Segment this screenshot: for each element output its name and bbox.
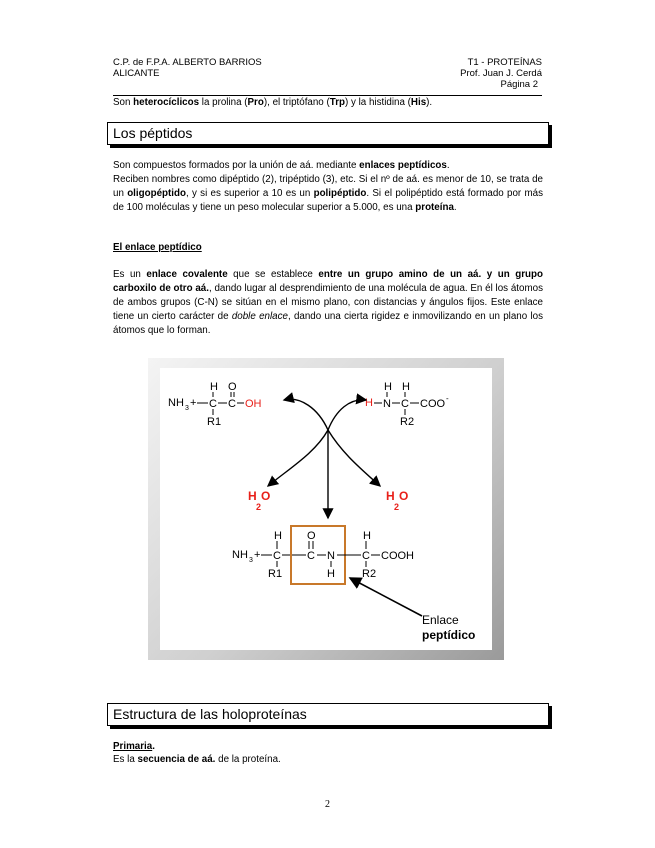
intro-abbr: Pro: [247, 97, 264, 108]
primary-structure-paragraph: [113, 753, 543, 767]
aa1-hydrogen: H: [210, 381, 218, 393]
paragraph-text: que se establece: [227, 269, 319, 280]
paragraph-term: polipéptido: [313, 188, 367, 199]
water-right-o: O: [399, 489, 409, 503]
paragraph-text: Reciben nombres como dipéptido (2), tripéptido (3), etc. Si el nº de aá. es menor de 10, se trata de un: [113, 174, 543, 199]
water-right: [386, 489, 408, 512]
header-institution-name: C.P. de F.P.A. ALBERTO BARRIOS: [113, 57, 262, 68]
label-arrow: [350, 578, 422, 616]
subheading-peptide-bond: El enlace peptídico: [113, 242, 202, 253]
section-heading-peptides: [107, 122, 549, 145]
amino-acid-2: [365, 381, 449, 428]
peptide-bond-figure: [148, 358, 504, 660]
subheading-dot: .: [152, 741, 155, 752]
aa2-c-hydrogen: H: [402, 381, 410, 393]
intro-abbr: His: [410, 97, 427, 108]
paragraph-term: enlace covalente: [146, 269, 228, 280]
product-c1: C: [273, 550, 281, 562]
header-institution: [113, 57, 262, 79]
product-c3: C: [362, 550, 370, 562]
aa2-carboxylate: COO: [420, 398, 446, 410]
page-number: 2: [325, 799, 330, 810]
paragraph-text: .: [453, 202, 457, 213]
header-course: [460, 57, 542, 90]
water-right-h: H: [386, 489, 395, 503]
product-r2: R2: [362, 568, 377, 580]
product-amide-h: H: [327, 568, 335, 580]
arrow-to-aa2: [328, 400, 366, 430]
aa1-hydroxyl: OH: [245, 398, 262, 410]
reaction-diagram: [160, 368, 492, 650]
paragraph-text: de la proteína.: [215, 754, 281, 765]
intro-abbr: Trp: [329, 97, 345, 108]
paragraph-emphasis: doble enlace: [231, 311, 288, 322]
header-page: Página 2: [500, 79, 538, 90]
product-amide-n: N: [327, 550, 335, 562]
intro-text: la prolina (: [199, 97, 248, 108]
paragraph-text: .: [446, 160, 450, 171]
product-nh3-subscript: 3: [249, 557, 253, 564]
intro-text: Son: [113, 97, 134, 108]
intro-term: heterocíclicos: [133, 97, 200, 108]
paragraph-term: enlaces peptídicos: [359, 160, 447, 171]
aa1-plus: +: [190, 397, 197, 409]
header-city: ALICANTE: [113, 68, 160, 79]
product-h1: H: [274, 530, 282, 542]
product-plus: +: [254, 549, 261, 561]
water-left: [248, 489, 270, 512]
label-enlace: Enlace: [422, 613, 459, 627]
aa2-hydrogen-red: H: [365, 397, 373, 409]
aa1-alpha-carbon: C: [209, 398, 217, 410]
section-title: Estructura de las holoproteínas: [113, 706, 307, 722]
paragraph-term: entre un grupo amino de un aá. y un grupo carboxilo de otro aá.: [113, 269, 543, 294]
figure-canvas: [160, 368, 492, 650]
paragraph-text: Es un: [113, 269, 147, 280]
intro-text: ) y la histidina (: [345, 97, 411, 108]
product-r1: R1: [268, 568, 283, 580]
aa2-r2: R2: [400, 416, 415, 428]
paragraph-term: secuencia de aá.: [137, 754, 216, 765]
paragraph-text: Es la: [113, 754, 138, 765]
label-peptidico: peptídico: [422, 628, 476, 642]
dipeptide-product: [232, 526, 414, 584]
section-title: Los péptidos: [113, 125, 193, 141]
aa2-alpha-carbon: C: [401, 398, 409, 410]
aa1-nh3: NH: [168, 397, 184, 409]
intro-paragraph: [113, 96, 543, 110]
aa1-nh3-subscript: 3: [185, 405, 189, 412]
product-h3: H: [363, 530, 371, 542]
aa2-charge: -: [446, 394, 449, 403]
peptides-paragraph: [113, 159, 543, 215]
water-right-subscript: 2: [394, 502, 400, 512]
subheading-text: Primaria: [113, 741, 153, 752]
aa2-n-hydrogen: H: [384, 381, 392, 393]
product-cooh: COOH: [381, 550, 414, 562]
aa2-nitrogen: N: [383, 398, 391, 410]
arrow-to-water-left: [268, 430, 328, 486]
section-heading-holoproteins: [107, 703, 549, 726]
paragraph-term: proteína: [415, 202, 454, 213]
arrow-to-water-right: [328, 430, 380, 486]
peptide-bond-paragraph: [113, 268, 543, 338]
subheading-primary: [113, 740, 155, 754]
reaction-arrows: [268, 399, 380, 518]
aa1-oxygen: O: [228, 381, 237, 393]
header-author: Prof. Juan J. Cerdá: [460, 68, 542, 79]
paragraph-text: , dando una cierta rigidez e inmovilizando en un plano los átomos que lo forman.: [113, 311, 543, 336]
paragraph-text: , y si es superior a 10 es un: [185, 188, 314, 199]
aa1-r1: R1: [207, 416, 222, 428]
header-topic: T1 - PROTEÍNAS: [467, 57, 542, 68]
product-nh3: NH: [232, 549, 248, 561]
paragraph-term: oligopéptido: [127, 188, 186, 199]
product-carbonyl-c: C: [307, 550, 315, 562]
water-left-o: O: [261, 489, 271, 503]
intro-text: ).: [426, 97, 433, 108]
arrow-to-aa1: [284, 399, 328, 430]
aa1-carboxyl-carbon: C: [228, 398, 236, 410]
water-left-subscript: 2: [256, 502, 262, 512]
paragraph-text: , dando lugar al desprendimiento de una molécula de agua. En él los átomos de ambos grupos (C-N) se sitúan en el mismo plano, con distancias y ángulos fijos. Este enlace tiene un cierto carácter de: [113, 283, 543, 322]
product-carbonyl-o: O: [307, 530, 316, 542]
paragraph-text: Son compuestos formados por la unión de aá. mediante: [113, 160, 360, 171]
paragraph-text: . Si el polipéptido está formado por más de 100 moléculas y tiene un peso molecular superior a 5.000, es una: [113, 188, 543, 213]
intro-text: ), el triptófano (: [263, 97, 330, 108]
water-left-h: H: [248, 489, 257, 503]
amino-acid-1: [168, 381, 262, 428]
